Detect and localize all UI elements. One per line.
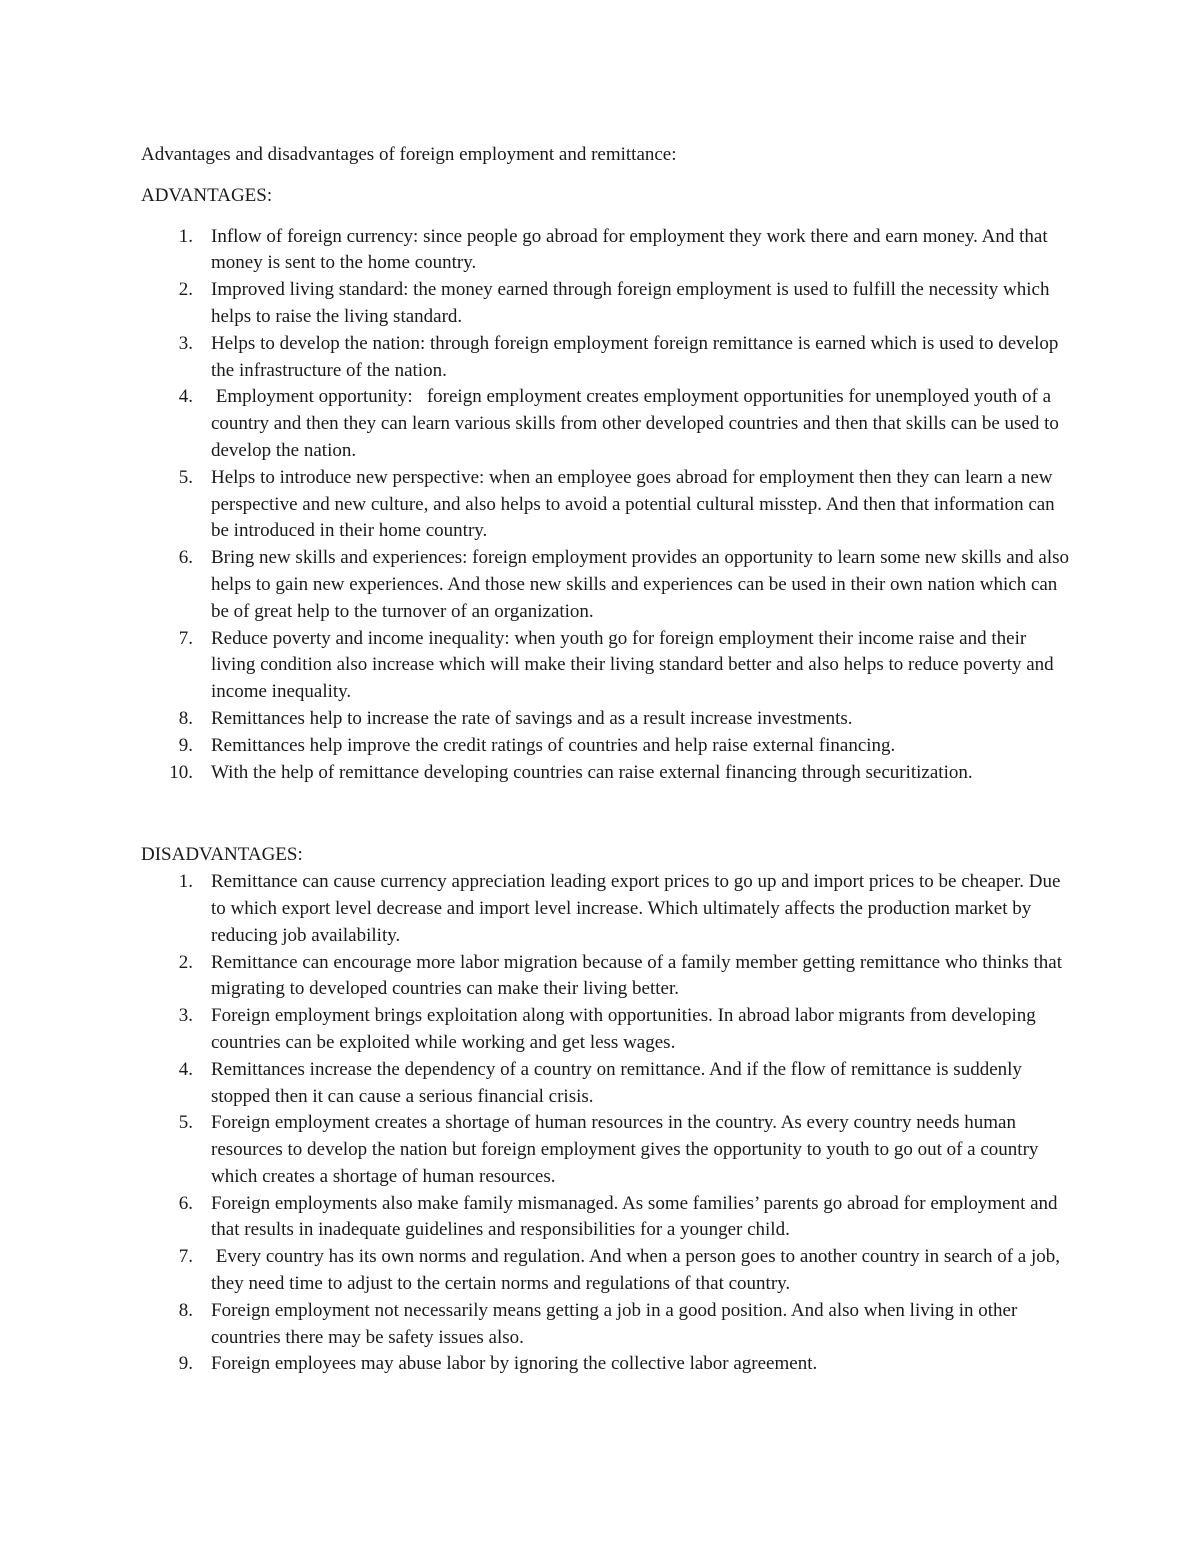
list-item-number: 9. — [178, 734, 193, 756]
list-item-number: 5. — [178, 466, 193, 488]
document-title: Advantages and disadvantages of foreign employment and remittance: — [141, 144, 677, 165]
list-item-text: Foreign employment creates a shortage of human resources in the country. As every country needs human resources to develop the nation but foreign employment gives the opportunity to youth to go out of a country which creates a shortage of human resources. — [211, 1112, 1044, 1187]
list-item-number: 3. — [178, 1005, 193, 1027]
list-item-number: 6. — [178, 1192, 193, 1214]
list-item-text: Helps to introduce new perspective: when an employee goes abroad for employment then they can learn a new perspective and new culture, and also helps to avoid a potential cultural misstep. And then that information can be introduced in their home country. — [211, 466, 1060, 542]
advantage-item-1 — [141, 224, 1071, 278]
advantage-item-5 — [141, 465, 1071, 545]
disadvantage-item-9 — [141, 1351, 1071, 1378]
disadvantage-item-4 — [141, 1057, 1071, 1111]
list-item-text: Inflow of foreign currency: since people go abroad for employment they work there and earn money. And that money is sent to the home country. — [211, 225, 1053, 274]
list-item-number: 5. — [178, 1112, 193, 1134]
list-item-number: 1. — [178, 225, 193, 247]
list-item-text: Employment opportunity: foreign employment creates employment opportunities for unemployed youth of a country and then they can learn various skills from other developed countries and then that skills can be used to develop the nation. — [211, 386, 1064, 461]
disadvantages-heading: DISADVANTAGES: — [141, 844, 303, 866]
list-item-number: 8. — [178, 707, 193, 729]
list-item-text: Remittances increase the dependency of a country on remittance. And if the flow of remittance is suddenly stopped then it can cause a serious financial crisis. — [211, 1058, 1027, 1107]
list-item-number: 7. — [178, 627, 193, 649]
disadvantage-item-1 — [141, 869, 1071, 949]
list-item-text: Every country has its own norms and regulation. And when a person goes to another country in search of a job, they need time to adjust to the certain norms and regulations of that country. — [211, 1246, 1065, 1295]
advantage-item-2 — [141, 277, 1071, 331]
advantage-item-8 — [141, 706, 1071, 733]
list-item-text: Bring new skills and experiences: foreign employment provides an opportunity to learn some new skills and also helps to gain new experiences. And those new skills and experiences can be used in their own nation which can be of great help to the turnover of an organization. — [211, 547, 1074, 622]
list-item-number: 10. — [169, 761, 193, 783]
list-item-text: With the help of remittance developing countries can raise external financing through securitization. — [211, 761, 973, 783]
advantage-item-4 — [141, 384, 1071, 464]
list-item-text: Helps to develop the nation: through foreign employment foreign remittance is earned which is used to develop the infrastructure of the nation. — [211, 332, 1064, 381]
list-item-number: 3. — [178, 332, 193, 354]
disadvantage-item-2 — [141, 950, 1071, 1004]
list-item-number: 6. — [178, 547, 193, 569]
disadvantages-list — [141, 869, 1071, 1378]
list-item-text: Foreign employment not necessarily means getting a job in a good position. And also when living in other countries there may be safety issues also. — [211, 1299, 1023, 1348]
disadvantage-item-5 — [141, 1110, 1071, 1190]
list-item-text: Foreign employment brings exploitation along with opportunities. In abroad labor migrants from developing countries can be exploited while working and get less wages. — [211, 1005, 1041, 1053]
list-item-number: 4. — [178, 386, 193, 408]
list-item-text: Reduce poverty and income inequality: when youth go for foreign employment their income raise and their living condition also increase which will make their living standard better and also helps to reduce poverty and income inequality. — [211, 627, 1059, 703]
document-page — [141, 142, 1074, 1378]
list-item-text: Foreign employees may abuse labor by ignoring the collective labor agreement. — [211, 1353, 818, 1375]
list-item-text: Remittances help improve the credit ratings of countries and help raise external financing. — [211, 734, 896, 756]
list-item-text: Foreign employments also make family mismanaged. As some families’ parents go abroad for employment and that results in inadequate guidelines and responsibilities for a younger child. — [211, 1192, 1063, 1241]
list-item-text: Improved living standard: the money earned through foreign employment is used to fulfill the necessity which helps to raise the living standard. — [211, 279, 1055, 327]
advantages-heading: ADVANTAGES: — [141, 184, 273, 206]
list-item-number: 9. — [178, 1353, 193, 1375]
list-item-number: 7. — [178, 1246, 193, 1268]
advantages-list — [141, 224, 1074, 787]
advantage-item-9 — [141, 733, 1071, 760]
disadvantage-item-3 — [141, 1003, 1071, 1057]
disadvantage-item-6 — [141, 1191, 1071, 1245]
advantage-item-3 — [141, 331, 1071, 385]
list-item-number: 2. — [178, 279, 193, 301]
disadvantage-item-7 — [141, 1244, 1071, 1298]
disadvantage-item-8 — [141, 1298, 1071, 1352]
list-item-number: 4. — [178, 1058, 193, 1080]
list-item-text: Remittance can encourage more labor migration because of a family member getting remittance who thinks that migrating to developed countries can make their living better. — [211, 951, 1067, 1000]
list-item-text: Remittance can cause currency appreciation leading export prices to go up and import prices to be cheaper. Due to which export level decrease and import level increase. Which ultimately affects the production market by reducing job availability. — [211, 871, 1066, 946]
list-item-number: 1. — [178, 871, 193, 893]
advantage-item-7 — [141, 626, 1071, 706]
list-item-number: 8. — [178, 1299, 193, 1321]
list-item-number: 2. — [178, 951, 193, 973]
advantage-item-6 — [141, 545, 1074, 625]
advantage-item-10 — [141, 760, 1071, 787]
list-item-text: Remittances help to increase the rate of savings and as a result increase investments. — [211, 707, 853, 729]
